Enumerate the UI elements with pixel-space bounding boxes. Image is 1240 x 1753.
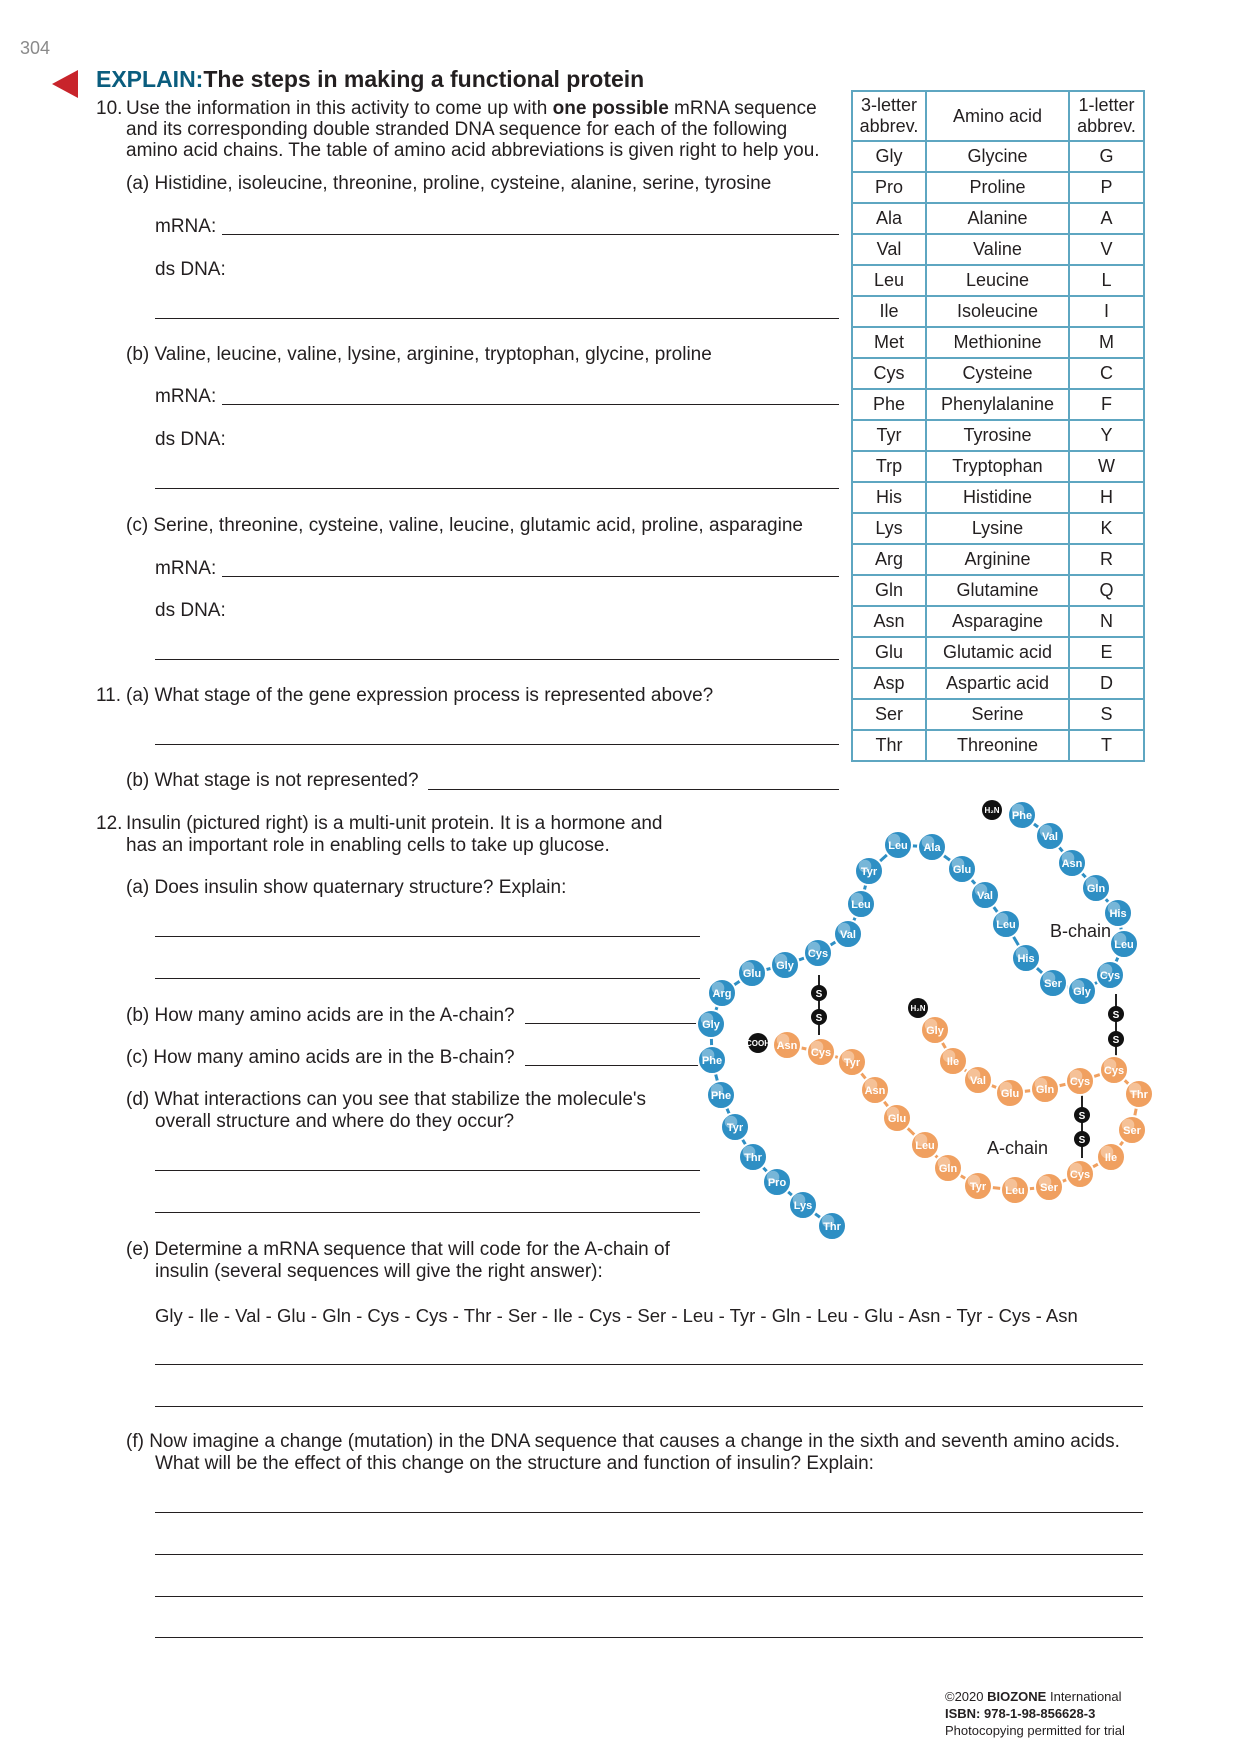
table-row xyxy=(852,513,1144,544)
b-chain-residue-label: Thr xyxy=(744,1152,762,1164)
cell-3-letter: Leu xyxy=(852,265,926,296)
table-row xyxy=(852,482,1144,513)
q10-line3: amino acid chains. The table of amino acid abbreviations is given right to help you. xyxy=(126,140,820,161)
q10-line1 xyxy=(126,98,817,120)
b-chain-residue-label: Gly xyxy=(776,960,794,972)
q10c-mrna-label: mRNA: xyxy=(155,558,217,579)
cell-3-letter: Arg xyxy=(852,544,926,575)
table-row xyxy=(852,141,1144,172)
b-chain-residue-label: Phe xyxy=(1011,810,1033,822)
a-chain-residue-label: Tyr xyxy=(843,1057,861,1069)
copy-note: Photocopying permitted for trial xyxy=(945,1723,1125,1738)
cell-amino-acid: Lysine xyxy=(926,513,1069,544)
cell-amino-acid: Isoleucine xyxy=(926,296,1069,327)
cell-3-letter: Gln xyxy=(852,575,926,606)
q10b-text: (b) Valine, leucine, valine, lysine, arginine, tryptophan, glycine, proline xyxy=(126,344,712,365)
a-chain-residue-label: Gln xyxy=(938,1163,958,1175)
cell-1-letter: C xyxy=(1069,358,1144,389)
b-chain-residue-label: Val xyxy=(977,890,993,902)
header-3-letter: 3-letter abbrev. xyxy=(852,91,926,141)
cell-1-letter: R xyxy=(1069,544,1144,575)
cell-amino-acid: Valine xyxy=(926,234,1069,265)
q10a-text: (a) Histidine, isoleucine, threonine, proline, cysteine, alanine, serine, tyrosine xyxy=(126,173,772,194)
table-row xyxy=(852,637,1144,668)
cell-3-letter: Phe xyxy=(852,389,926,420)
table-row xyxy=(852,234,1144,265)
a-chain-c-terminus: COOH xyxy=(746,1039,770,1048)
table-row xyxy=(852,389,1144,420)
q11a-text: (a) What stage of the gene expression process is represented above? xyxy=(126,685,714,706)
a-chain-residue-label: Cys xyxy=(1069,1169,1091,1181)
cell-1-letter: T xyxy=(1069,730,1144,761)
b-chain-residue-label: Cys xyxy=(807,948,829,960)
header-amino-acid: Amino acid xyxy=(926,91,1069,141)
table-row xyxy=(852,172,1144,203)
a-chain-n-terminus: H₂N xyxy=(910,1004,926,1013)
cell-amino-acid: Tyrosine xyxy=(926,420,1069,451)
q10a-mrna-answer-line[interactable] xyxy=(222,234,839,235)
b-chain-residue-label: Tyr xyxy=(726,1122,744,1134)
cell-amino-acid: Proline xyxy=(926,172,1069,203)
q11b-text: (b) What stage is not represented? xyxy=(126,770,419,791)
cell-amino-acid: Alanine xyxy=(926,203,1069,234)
a-chain-residue-label: Leu xyxy=(915,1140,935,1152)
flag-icon xyxy=(50,68,80,100)
cell-amino-acid: Aspartic acid xyxy=(926,668,1069,699)
a-chain-residue-label: Ile xyxy=(946,1056,960,1068)
a-chain-sequence: Gly - Ile - Val - Glu - Gln - Cys - Cys - Thr - Ser - Ile - Cys - Ser - Leu - Tyr - Gln - Leu - Glu - Asn - Tyr - Cys - Asn xyxy=(155,1305,1078,1326)
b-chain-residue-label: Gln xyxy=(1086,883,1106,895)
a-chain-label: A-chain xyxy=(987,1138,1049,1158)
brand-name: BIOZONE xyxy=(987,1689,1047,1704)
b-chain-residue-label: Leu xyxy=(888,840,908,852)
table-row xyxy=(852,544,1144,575)
cell-3-letter: Trp xyxy=(852,451,926,482)
q10-line1-a: Use the information in this activity to come up with xyxy=(126,98,553,119)
table-row xyxy=(852,575,1144,606)
cell-1-letter: H xyxy=(1069,482,1144,513)
sulfur-label: S xyxy=(1078,1135,1086,1146)
q10-number: 10. xyxy=(96,98,123,119)
table-row xyxy=(852,265,1144,296)
cell-amino-acid: Tryptophan xyxy=(926,451,1069,482)
cell-3-letter: Thr xyxy=(852,730,926,761)
cell-3-letter: His xyxy=(852,482,926,513)
isbn: ISBN: 978-1-98-856628-3 xyxy=(945,1706,1096,1721)
a-chain-residue-label: Asn xyxy=(776,1040,798,1052)
a-chain-residue-label: Glu xyxy=(887,1113,907,1125)
b-chain-residue-label: Pro xyxy=(767,1177,787,1189)
b-chain-residue-label: Val xyxy=(1042,831,1058,843)
b-chain-residue-label: Asn xyxy=(1061,858,1083,870)
cell-3-letter: Ile xyxy=(852,296,926,327)
q10c-dsdna-answer-line[interactable] xyxy=(155,659,839,660)
cell-amino-acid: Glutamine xyxy=(926,575,1069,606)
cell-amino-acid: Threonine xyxy=(926,730,1069,761)
cell-1-letter: L xyxy=(1069,265,1144,296)
b-chain-residue-label: Gly xyxy=(702,1019,720,1031)
q12b-text: (b) How many amino acids are in the A-chain? xyxy=(126,1005,515,1026)
table-header-row xyxy=(852,91,1144,141)
a-chain-residue-label: Cys xyxy=(810,1047,832,1059)
b-chain-residue-label: Cys xyxy=(1099,970,1121,982)
cell-amino-acid: Methionine xyxy=(926,327,1069,358)
b-chain-residue-label: Tyr xyxy=(860,866,878,878)
a-chain-residue-label: Gly xyxy=(926,1025,944,1037)
table-row xyxy=(852,730,1144,761)
q11b-answer-line[interactable] xyxy=(428,789,839,790)
q12c-text: (c) How many amino acids are in the B-chain? xyxy=(126,1047,515,1068)
cell-3-letter: Tyr xyxy=(852,420,926,451)
cell-1-letter: S xyxy=(1069,699,1144,730)
table-row xyxy=(852,606,1144,637)
q12f-answer-line-2[interactable] xyxy=(155,1554,1143,1555)
q12f-answer-line-4[interactable] xyxy=(155,1637,1143,1638)
page-title xyxy=(96,66,644,93)
b-chain-residue-label: Leu xyxy=(996,919,1016,931)
cell-amino-acid: Leucine xyxy=(926,265,1069,296)
header-1-letter: 1-letter abbrev. xyxy=(1069,91,1144,141)
heading-keyword: EXPLAIN: xyxy=(96,66,204,92)
a-chain-residue-label: Cys xyxy=(1069,1076,1091,1088)
q12d-text-2: overall structure and where do they occur? xyxy=(155,1111,515,1132)
b-chain-residue-label: His xyxy=(1017,953,1035,965)
b-chain-residue-label: Gly xyxy=(1073,986,1091,998)
cell-1-letter: G xyxy=(1069,141,1144,172)
cell-1-letter: Q xyxy=(1069,575,1144,606)
cell-amino-acid: Glycine xyxy=(926,141,1069,172)
copyright xyxy=(945,1688,1125,1705)
cell-3-letter: Lys xyxy=(852,513,926,544)
b-chain-residue-label: Val xyxy=(840,929,856,941)
cell-1-letter: V xyxy=(1069,234,1144,265)
table-row xyxy=(852,668,1144,699)
sulfur-label: S xyxy=(1078,1111,1086,1122)
sulfur-label: S xyxy=(815,989,823,1000)
copyright-suffix: International xyxy=(1046,1689,1122,1704)
cell-amino-acid: Arginine xyxy=(926,544,1069,575)
q12b-answer-line[interactable] xyxy=(525,1023,700,1024)
table-row xyxy=(852,420,1144,451)
cell-3-letter: Asp xyxy=(852,668,926,699)
q10-line1-bold: one possible xyxy=(552,98,669,119)
cell-1-letter: W xyxy=(1069,451,1144,482)
a-chain-residue-label: Val xyxy=(970,1075,986,1087)
q12c-answer-line[interactable] xyxy=(525,1065,700,1066)
sulfur-label: S xyxy=(815,1013,823,1024)
q12f-text-1: (f) Now imagine a change (mutation) in the DNA sequence that causes a change in the sixth and seventh amino acids. xyxy=(126,1431,1120,1452)
q11a-answer-line[interactable] xyxy=(155,744,839,745)
q12-intro-1: Insulin (pictured right) is a multi-unit protein. It is a hormone and xyxy=(126,813,663,834)
cell-1-letter: D xyxy=(1069,668,1144,699)
q12f-text-2: What will be the effect of this change on the structure and function of insulin? Explain: xyxy=(155,1453,874,1474)
b-chain-n-terminus: H₂N xyxy=(984,806,1000,815)
b-chain-residue-label: Ser xyxy=(1044,978,1062,990)
b-chain-residue-label: Phe xyxy=(701,1055,723,1067)
cell-3-letter: Pro xyxy=(852,172,926,203)
q10b-dsdna-label: ds DNA: xyxy=(155,429,226,450)
cell-amino-acid: Phenylalanine xyxy=(926,389,1069,420)
insulin-diagram xyxy=(690,800,1170,1280)
b-chain-residue-label: Leu xyxy=(851,899,871,911)
cell-amino-acid: Asparagine xyxy=(926,606,1069,637)
a-chain-residue-label: Gln xyxy=(1035,1084,1055,1096)
a-chain-residue-label: Ser xyxy=(1040,1182,1058,1194)
b-chain-residue-label: Ala xyxy=(923,842,941,854)
table-row xyxy=(852,327,1144,358)
q12d-answer-line-1[interactable] xyxy=(155,1170,700,1171)
q12f-answer-line-1[interactable] xyxy=(155,1512,1143,1513)
page-number: 304 xyxy=(20,38,51,58)
table-row xyxy=(852,451,1144,482)
q12e-answer-line-2[interactable] xyxy=(155,1406,1143,1407)
amino-acid-table xyxy=(851,90,1145,762)
q10c-dsdna-label: ds DNA: xyxy=(155,600,226,621)
cell-1-letter: F xyxy=(1069,389,1144,420)
q12a-answer-line-2[interactable] xyxy=(155,978,700,979)
table-row xyxy=(852,699,1144,730)
q12-number: 12. xyxy=(96,813,123,834)
cell-1-letter: M xyxy=(1069,327,1144,358)
q12e-text-1: (e) Determine a mRNA sequence that will code for the A-chain of xyxy=(126,1239,670,1260)
cell-1-letter: P xyxy=(1069,172,1144,203)
table-row xyxy=(852,296,1144,327)
q10a-mrna-label: mRNA: xyxy=(155,216,217,237)
cell-3-letter: Val xyxy=(852,234,926,265)
a-chain-residue-label: Tyr xyxy=(969,1181,987,1193)
q12-intro-2: has an important role in enabling cells to take up glucose. xyxy=(126,835,610,856)
cell-1-letter: N xyxy=(1069,606,1144,637)
cell-3-letter: Glu xyxy=(852,637,926,668)
sulfur-label: S xyxy=(1112,1035,1120,1046)
copyright-year: ©2020 xyxy=(945,1689,988,1704)
table-row xyxy=(852,358,1144,389)
b-chain-residue-label: Glu xyxy=(952,864,972,876)
cell-1-letter: E xyxy=(1069,637,1144,668)
b-chain-residue-label: Phe xyxy=(710,1090,732,1102)
b-chain-backbone xyxy=(711,815,1127,1226)
cell-3-letter: Ala xyxy=(852,203,926,234)
q10-line1-b: mRNA sequence xyxy=(668,98,817,119)
a-chain-residue-label: Leu xyxy=(1005,1185,1025,1197)
a-chain xyxy=(773,1016,1153,1204)
q10c-mrna-answer-line[interactable] xyxy=(222,576,839,577)
cell-1-letter: Y xyxy=(1069,420,1144,451)
q12f-answer-line-3[interactable] xyxy=(155,1596,1143,1597)
cell-1-letter: I xyxy=(1069,296,1144,327)
q10a-dsdna-label: ds DNA: xyxy=(155,259,226,280)
q11-number: 11. xyxy=(96,685,122,706)
q12d-answer-line-2[interactable] xyxy=(155,1212,700,1213)
cell-1-letter: A xyxy=(1069,203,1144,234)
q10b-mrna-answer-line[interactable] xyxy=(222,404,839,405)
q12e-text-2: insulin (several sequences will give the right answer): xyxy=(155,1261,603,1282)
q12e-answer-line-1[interactable] xyxy=(155,1364,1143,1365)
b-chain-residue-label: Glu xyxy=(742,968,762,980)
cell-amino-acid: Cysteine xyxy=(926,358,1069,389)
q10b-dsdna-answer-line[interactable] xyxy=(155,488,839,489)
a-chain-residue-label: Asn xyxy=(864,1085,886,1097)
b-chain-residue-label: His xyxy=(1109,908,1127,920)
cell-1-letter: K xyxy=(1069,513,1144,544)
cell-3-letter: Gly xyxy=(852,141,926,172)
cell-3-letter: Asn xyxy=(852,606,926,637)
b-chain-residue-label: Thr xyxy=(823,1221,841,1233)
q10b-mrna-label: mRNA: xyxy=(155,386,217,407)
q12a-answer-line-1[interactable] xyxy=(155,936,700,937)
sulfur-label: S xyxy=(1112,1010,1120,1021)
cell-amino-acid: Histidine xyxy=(926,482,1069,513)
b-chain-label: B-chain xyxy=(1050,921,1112,941)
cell-3-letter: Met xyxy=(852,327,926,358)
heading-title: The steps in making a functional protein xyxy=(203,66,645,92)
b-chain-residue-label: Arg xyxy=(712,988,732,1000)
q10a-dsdna-answer-line[interactable] xyxy=(155,318,839,319)
q12a-text: (a) Does insulin show quaternary structure? Explain: xyxy=(126,877,567,898)
cell-amino-acid: Serine xyxy=(926,699,1069,730)
q10-line2: and its corresponding double stranded DNA sequence for each of the following xyxy=(126,119,788,140)
a-chain-residue-label: Glu xyxy=(1000,1088,1020,1100)
a-chain-residue-label: Cys xyxy=(1103,1065,1125,1077)
a-chain-residue-label: Thr xyxy=(1130,1089,1148,1101)
q12d-text-1: (d) What interactions can you see that stabilize the molecule's xyxy=(126,1089,647,1110)
table-row xyxy=(852,203,1144,234)
a-chain-residue-label: Ile xyxy=(1104,1152,1118,1164)
cell-3-letter: Ser xyxy=(852,699,926,730)
b-chain-residue-label: Leu xyxy=(1114,939,1134,951)
footer xyxy=(945,1688,1125,1739)
a-chain-residue-label: Ser xyxy=(1123,1125,1141,1137)
cell-3-letter: Cys xyxy=(852,358,926,389)
b-chain-residue-label: Lys xyxy=(793,1200,813,1212)
q10c-text: (c) Serine, threonine, cysteine, valine, leucine, glutamic acid, proline, asparagine xyxy=(126,515,803,536)
cell-amino-acid: Glutamic acid xyxy=(926,637,1069,668)
